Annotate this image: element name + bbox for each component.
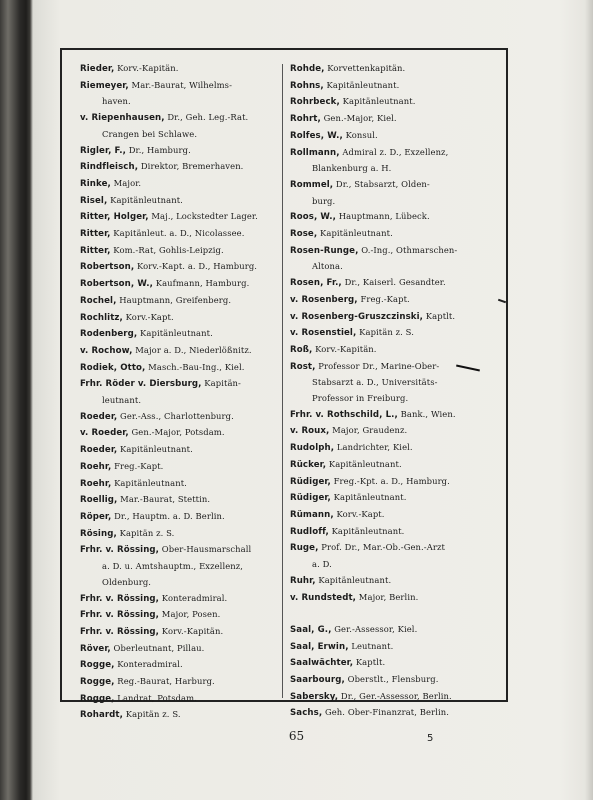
directory-entry xyxy=(290,689,502,706)
directory-entry xyxy=(80,343,290,360)
entry-description: Korv.-Kapitän. xyxy=(114,63,179,73)
entry-description: Kapitänleutnant. xyxy=(111,477,187,488)
entry-name: Rigler, F., xyxy=(80,145,126,156)
entry-description: Kapitänleutnant. xyxy=(339,96,416,107)
entry-name: Rümann, xyxy=(290,509,334,520)
directory-entry xyxy=(290,490,502,507)
entry-description: Gen.-Major, Kiel. xyxy=(320,113,397,124)
entry-name: Sabersky, xyxy=(290,691,339,702)
entry-name: Rohrt, xyxy=(290,114,321,125)
entry-name: v. Roeder, xyxy=(80,428,129,439)
entry-name: Rinke, xyxy=(80,178,111,189)
entry-description: Professor Dr., Marine-Ober- xyxy=(315,360,440,371)
directory-entry xyxy=(80,509,290,526)
entry-name: Rosen, Fr., xyxy=(290,278,342,289)
entry-description: Korv.-Kapt. xyxy=(333,508,385,519)
entry-continuation: Crangen bei Schlawe. xyxy=(102,128,198,139)
entry-description: Geh. Ober-Finanzrat, Berlin. xyxy=(322,707,450,718)
entry-name: Rodenberg, xyxy=(80,329,138,340)
entry-name: Rudloff, xyxy=(290,526,329,537)
directory-entry xyxy=(80,226,290,243)
entry-description: Kapitänleutnant. xyxy=(330,492,407,503)
entry-name: Rieder, xyxy=(80,64,115,74)
entry-name: v. Rosenberg-Gruszczinski, xyxy=(290,311,424,322)
entry-description: Konteradmiral. xyxy=(114,659,183,670)
directory-entry xyxy=(290,639,502,656)
directory-entry xyxy=(80,591,290,608)
entry-continuation: a. D. u. Amtshauptm., Exzellenz, xyxy=(102,561,244,572)
entry-description: Korv.-Kapt. a. D., Hamburg. xyxy=(134,261,258,272)
entry-name: Roeder, xyxy=(80,411,118,422)
directory-entry xyxy=(80,159,290,176)
directory-entry xyxy=(80,326,290,343)
directory-entry xyxy=(290,292,502,309)
entry-name: Saal, Erwin, xyxy=(290,641,349,652)
entry-continuation: burg. xyxy=(312,195,336,206)
entry-description: Ger.-Ass., Charlottenburg. xyxy=(117,410,234,421)
entry-name: Röper, xyxy=(80,511,112,522)
entry-name: Saal, G., xyxy=(290,624,332,635)
entry-description: Major a. D., Niederlößnitz. xyxy=(132,344,252,355)
directory-entry xyxy=(80,193,290,210)
directory-entry xyxy=(290,507,502,524)
directory-entry xyxy=(290,672,502,689)
entry-name: Rochel, xyxy=(80,295,117,306)
entry-name: Rüdiger, xyxy=(290,476,331,487)
entry-name: Rochlitz, xyxy=(80,312,123,323)
margin-note: 5 xyxy=(427,733,434,744)
entry-description: Kapitänleutnant. xyxy=(117,444,193,455)
entry-name: Robertson, xyxy=(80,262,135,273)
entry-continuation: Stabsarzt a. D., Universitäts- xyxy=(312,377,438,388)
entry-description: Landrat, Potsdam. xyxy=(114,692,197,703)
entry-name: Rosen-Runge, xyxy=(290,245,359,256)
directory-entry xyxy=(290,524,502,541)
directory-entry xyxy=(290,655,502,672)
entry-description: Kaptlt. xyxy=(353,657,386,668)
page-number: 65 xyxy=(288,729,305,743)
entry-name: Frhr. Röder v. Diersburg, xyxy=(80,379,202,390)
entry-description: Freg.-Kapt. xyxy=(111,460,164,471)
directory-entry xyxy=(290,128,502,145)
directory-entry xyxy=(80,476,290,493)
entry-description: Dr., Stabsarzt, Olden- xyxy=(333,178,430,189)
entry-name: Roellig, xyxy=(80,495,118,506)
entry-description: Kom.-Rat, Gohlis-Leipzig. xyxy=(110,244,224,255)
entry-name: Roehr, xyxy=(80,478,112,489)
entry-description: Korv.-Kapt. xyxy=(122,311,174,322)
entry-description: Oberstlt., Flensburg. xyxy=(344,674,439,684)
entry-continuation: leutnant. xyxy=(102,395,142,406)
directory-entry xyxy=(290,78,502,95)
entry-name: v. Riepenhausen, xyxy=(80,113,165,124)
entry-name: Rogge, xyxy=(80,693,115,704)
entry-name: Rodiek, Otto, xyxy=(80,362,146,373)
directory-entry xyxy=(80,707,290,724)
directory-entry xyxy=(80,143,290,160)
directory-entry xyxy=(80,110,290,127)
entry-description: Major, Posen. xyxy=(159,609,221,620)
entry-name: Frhr. v. Rössing, xyxy=(80,593,160,604)
entry-name: Rost, xyxy=(290,361,316,372)
left-column xyxy=(80,61,290,724)
entry-description: Dr., Geh. Leg.-Rat. xyxy=(164,112,249,123)
entry-description: O.-Ing., Othmarschen- xyxy=(358,244,458,255)
entry-name: Roehr, xyxy=(80,461,112,472)
entry-name: Ritter, Holger, xyxy=(80,212,149,223)
directory-entry xyxy=(290,540,502,557)
entry-name: Frhr. v. Rössing, xyxy=(80,545,160,556)
entry-name: v. Rundstedt, xyxy=(290,592,357,603)
right-column xyxy=(290,61,502,722)
entry-description: Admiral z. D., Exzellenz, xyxy=(339,146,449,157)
section-gap xyxy=(290,606,502,622)
entry-name: Riemeyer, xyxy=(80,80,129,91)
directory-entry xyxy=(80,691,290,708)
entry-name: Rohrbeck, xyxy=(290,97,340,108)
entry-description: Konteradmiral. xyxy=(159,592,228,603)
entry-description: Ger.-Assessor, Kiel. xyxy=(331,623,418,634)
directory-entry xyxy=(80,310,290,327)
directory-entry xyxy=(290,145,502,162)
entry-name: Frhr. v. Rössing, xyxy=(80,610,160,621)
entry-description: Oberleutnant, Pillau. xyxy=(110,642,205,653)
directory-entry xyxy=(290,177,502,194)
directory-entry xyxy=(290,457,502,474)
entry-description: Kapitän z. S. xyxy=(116,527,175,538)
entry-description: Kapitänleut. a. D., Nicolassee. xyxy=(110,228,245,239)
directory-entry xyxy=(80,243,290,260)
directory-entry xyxy=(290,94,502,111)
directory-entry xyxy=(290,474,502,491)
entry-name: Rüdiger, xyxy=(290,493,331,504)
entry-name: Rommel, xyxy=(290,179,334,190)
entry-description: Freg.-Kapt. xyxy=(357,293,410,304)
entry-continuation: Blankenburg a. H. xyxy=(312,163,392,174)
directory-entry xyxy=(290,209,502,226)
entry-description: Masch.-Bau-Ing., Kiel. xyxy=(145,361,245,372)
directory-entry xyxy=(290,309,502,326)
entry-name: Frhr. v. Rothschild, L., xyxy=(290,409,398,420)
directory-entry xyxy=(80,209,290,226)
entry-name: v. Rochow, xyxy=(80,345,133,356)
entry-name: Frhr. v. Rössing, xyxy=(80,626,160,637)
directory-entry xyxy=(290,111,502,128)
entry-description: Landrichter, Kiel. xyxy=(334,442,413,453)
entry-description: Dr., Hauptm. a. D. Berlin. xyxy=(111,510,225,521)
directory-entry xyxy=(290,573,502,590)
entry-description: Korvettenkapitän. xyxy=(324,63,406,73)
entry-name: Ruhr, xyxy=(290,575,316,586)
directory-entry xyxy=(290,423,502,440)
entry-name: Ruge, xyxy=(290,543,319,554)
directory-entry xyxy=(80,641,290,658)
entry-description: Major. xyxy=(110,177,142,188)
directory-entry xyxy=(80,492,290,509)
entry-description: Kapitän z. S. xyxy=(123,709,181,720)
entry-description: Kapitän z. S. xyxy=(356,327,414,338)
entry-name: Rohde, xyxy=(290,64,325,74)
entry-name: Ritter, xyxy=(80,245,111,256)
entry-description: Dr., Kaiserl. Gesandter. xyxy=(341,277,446,288)
directory-entry xyxy=(290,622,502,639)
directory-entry xyxy=(290,440,502,457)
entry-description: Kapitänleutnant. xyxy=(323,79,400,90)
directory-entry xyxy=(290,226,502,243)
entry-description: Kapitänleutnant. xyxy=(317,228,393,239)
directory-entry xyxy=(290,342,502,359)
directory-entry xyxy=(80,61,290,78)
entry-description: Maj., Lockstedter Lager. xyxy=(148,211,258,222)
entry-name: Rindfleisch, xyxy=(80,162,139,173)
entry-name: Rollmann, xyxy=(290,147,340,158)
entry-description: Kaptlt. xyxy=(423,310,456,321)
entry-description: Leutnant. xyxy=(348,640,394,651)
entry-description: Major, Berlin. xyxy=(356,591,419,602)
directory-entry xyxy=(290,243,502,260)
directory-entry xyxy=(290,705,502,722)
directory-entry xyxy=(80,526,290,543)
entry-continuation: haven. xyxy=(102,96,131,107)
entry-name: Risel, xyxy=(80,195,108,206)
directory-entry xyxy=(290,590,502,607)
directory-entry xyxy=(80,442,290,459)
entry-continuation: Professor in Freiburg. xyxy=(312,393,409,404)
entry-name: Röver, xyxy=(80,643,111,654)
entry-name: v. Rosenberg, xyxy=(290,294,358,305)
entry-name: Sachs, xyxy=(290,708,323,719)
directory-entry xyxy=(80,176,290,193)
entry-continuation: a. D. xyxy=(312,559,332,570)
entry-name: Rohns, xyxy=(290,80,324,91)
directory-entry xyxy=(80,259,290,276)
entry-name: Ritter, xyxy=(80,229,111,240)
entry-description: Kapitänleutnant. xyxy=(328,525,405,536)
entry-name: Roos, W., xyxy=(290,212,337,223)
entry-description: Bank., Wien. xyxy=(397,408,456,419)
directory-entry xyxy=(290,61,502,78)
entry-name: v. Rosenstiel, xyxy=(290,328,357,339)
entry-description: Kaufmann, Hamburg. xyxy=(152,278,250,289)
entry-description: Direktor, Bremerhaven. xyxy=(138,161,244,172)
entry-description: Mar.-Baurat, Wilhelms- xyxy=(128,79,232,90)
entry-name: Rogge, xyxy=(80,677,115,688)
entry-description: Konsul. xyxy=(342,129,378,140)
directory-entry xyxy=(80,674,290,691)
directory-entry xyxy=(80,624,290,641)
directory-entry xyxy=(80,276,290,293)
entry-description: Korv.-Kapitän. xyxy=(312,343,377,354)
entry-name: Robertson, W., xyxy=(80,279,153,290)
entry-name: Saalwächter, xyxy=(290,658,354,669)
entry-description: Kapitänleutnant. xyxy=(315,574,392,585)
directory-entry xyxy=(80,425,290,442)
entry-name: Rudolph, xyxy=(290,443,335,454)
directory-entry xyxy=(290,325,502,342)
entry-name: Rolfes, W., xyxy=(290,130,343,141)
entry-name: Rohardt, xyxy=(80,710,124,721)
entry-description: Reg.-Baurat, Harburg. xyxy=(114,676,215,687)
entry-name: Rücker, xyxy=(290,459,327,470)
directory-entry xyxy=(80,459,290,476)
directory-entry xyxy=(80,542,290,559)
entry-name: Saarbourg, xyxy=(290,675,345,685)
entry-description: Dr., Ger.-Assessor, Berlin. xyxy=(338,690,452,701)
entry-description: Prof. Dr., Mar.-Ob.-Gen.-Arzt xyxy=(318,542,445,553)
entry-description: Hauptmann, Lübeck. xyxy=(336,211,430,222)
entry-continuation: Altona. xyxy=(312,261,343,272)
directory-entry xyxy=(290,407,502,424)
entry-description: Freg.-Kpt. a. D., Hamburg. xyxy=(330,475,450,486)
entry-description: Kapitänleutnant. xyxy=(107,194,183,205)
entry-description: Major, Graudenz. xyxy=(329,425,408,436)
directory-entry xyxy=(80,293,290,310)
directory-entry xyxy=(80,409,290,426)
entry-description: Ober-Hausmarschall xyxy=(159,544,252,555)
entry-name: Rogge, xyxy=(80,660,115,671)
directory-entry xyxy=(290,275,502,292)
directory-entry xyxy=(80,78,290,95)
entry-name: v. Roux, xyxy=(290,426,330,437)
entry-continuation: Oldenburg. xyxy=(102,576,152,587)
directory-entry xyxy=(80,657,290,674)
entry-description: Gen.-Major, Potsdam. xyxy=(128,427,225,438)
entry-description: Kapitänleutnant. xyxy=(326,458,402,469)
entry-name: Roß, xyxy=(290,344,313,355)
entry-description: Kapitänleutnant. xyxy=(137,328,213,339)
directory-entry xyxy=(80,360,290,377)
directory-entry xyxy=(80,376,290,393)
entry-description: Mar.-Baurat, Stettin. xyxy=(117,494,211,505)
directory-entry xyxy=(80,607,290,624)
entry-description: Dr., Hamburg. xyxy=(125,144,191,155)
entry-name: Roeder, xyxy=(80,445,118,456)
entry-name: Rose, xyxy=(290,229,318,240)
entry-description: Kapitän- xyxy=(201,378,241,389)
entry-description: Korv.-Kapitän. xyxy=(159,625,224,636)
entry-description: Hauptmann, Greifenberg. xyxy=(116,294,232,305)
entry-name: Rösing, xyxy=(80,528,117,539)
